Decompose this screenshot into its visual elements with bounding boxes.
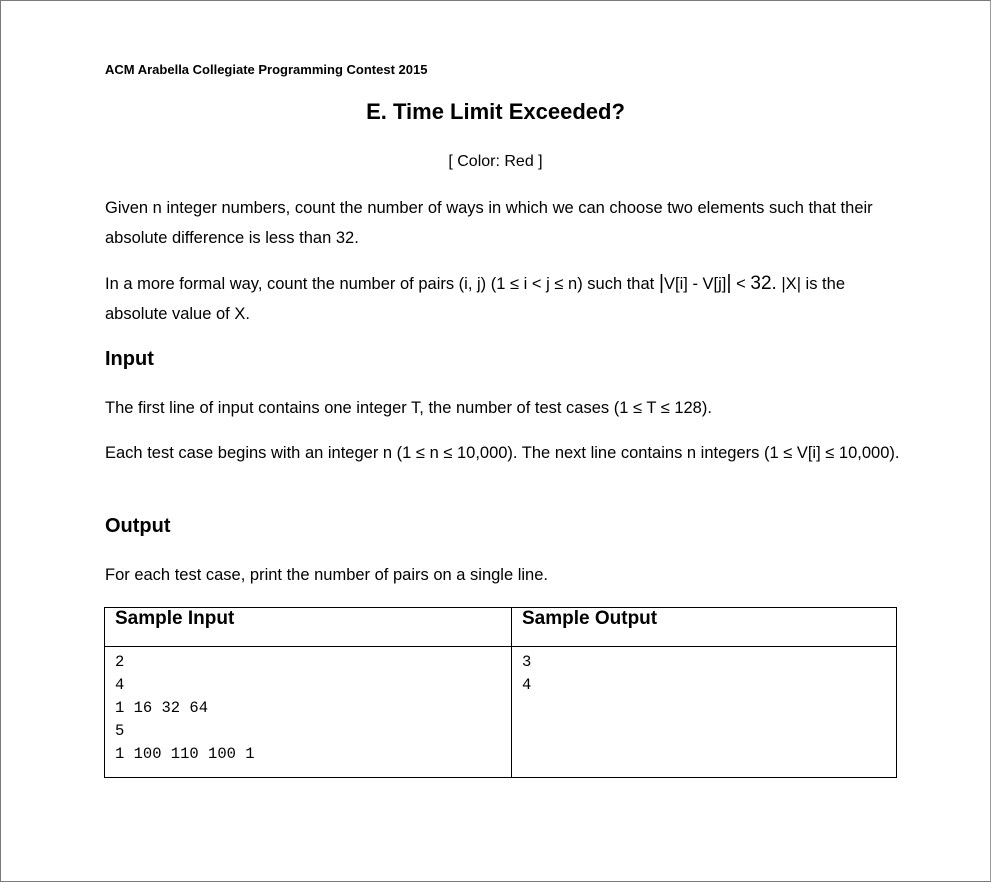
output-paragraph-1: For each test case, print the number of pairs on a single line. (105, 566, 548, 584)
sample-output-cell (512, 647, 897, 778)
problem-title: E. Time Limit Exceeded? (366, 99, 625, 124)
sample-input-cell (105, 647, 512, 778)
statement-paragraph-1: Given n integer numbers, count the number of ways in which we can choose two elements such that their absolute difference is less than 32. (105, 199, 873, 247)
input-heading: Input (105, 348, 154, 370)
formal-expression: V[i] - V[j] (664, 275, 727, 293)
sample-input-line: 2 (115, 653, 125, 671)
formal-suffix: |X| is the absolute value of X. (105, 275, 845, 323)
input-paragraph-2: Each test case begins with an integer n (1 ≤ n ≤ 10,000). The next line contains n integers (1 ≤ V[i] ≤ 10,000). (105, 444, 900, 462)
statement-paragraph-2 (105, 268, 905, 329)
sample-table (104, 607, 897, 778)
abs-bar-open: | (658, 272, 665, 294)
input-paragraph-1: The first line of input contains one integer T, the number of test cases (1 ≤ T ≤ 128). (105, 399, 712, 417)
contest-header: ACM Arabella Collegiate Programming Contest 2015 (105, 62, 428, 77)
less-than: < (731, 275, 751, 293)
sample-input-line: 5 (115, 722, 125, 740)
sample-input-line: 1 100 110 100 1 (115, 745, 255, 763)
sample-input-line: 1 16 32 64 (115, 699, 209, 717)
sample-input-line: 4 (115, 676, 125, 694)
sample-output-line: 4 (522, 676, 532, 694)
formal-prefix: In a more formal way, count the number of pairs (i, j) (1 ≤ i < j ≤ n) such that (105, 275, 659, 293)
abs-bar-close: | (726, 272, 732, 294)
sample-table-body-row (105, 647, 897, 778)
sample-table-header-row (105, 608, 897, 647)
output-heading: Output (105, 515, 171, 537)
sample-output-line: 3 (522, 653, 532, 671)
sample-output-header: Sample Output (512, 608, 897, 647)
sample-input-header: Sample Input (105, 608, 512, 647)
problem-color-tag: [ Color: Red ] (448, 153, 543, 170)
limit-value: 32. (750, 273, 777, 294)
